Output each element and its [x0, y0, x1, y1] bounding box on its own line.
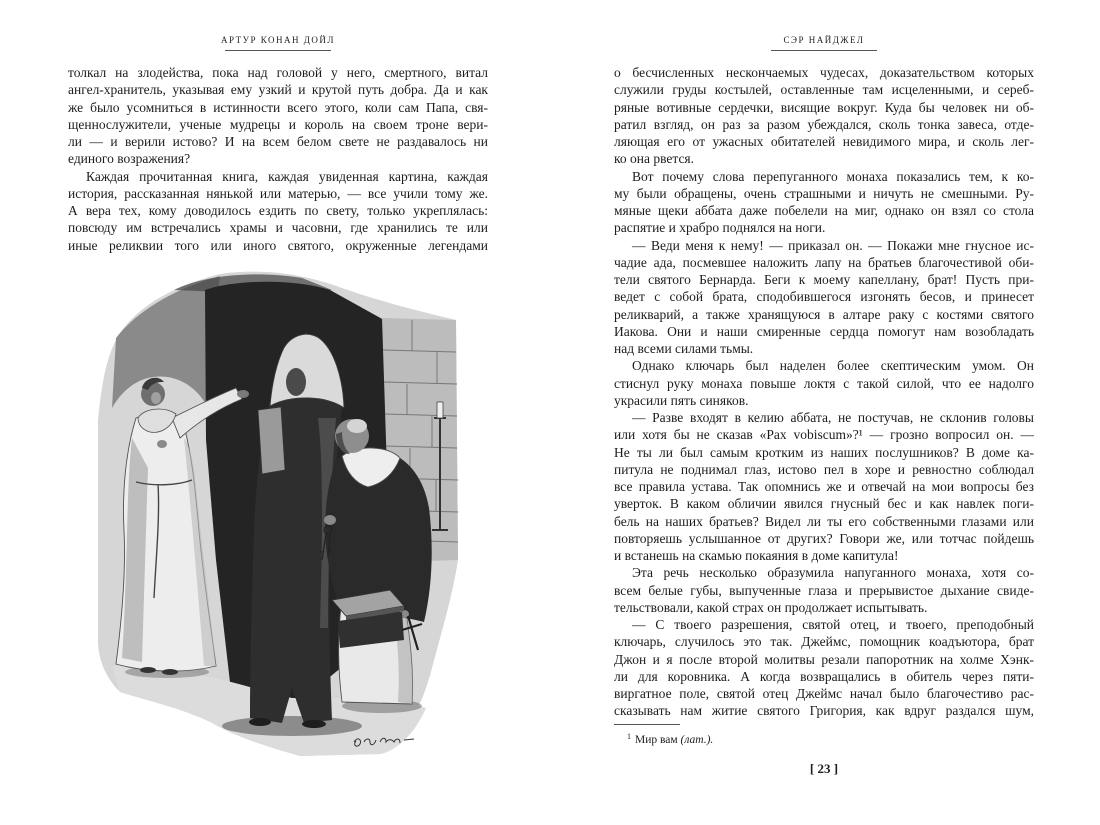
text-line: Иакова. Они и наши смиренные сердца помогут нам возобладать	[614, 323, 1034, 339]
paragraph	[614, 237, 1034, 358]
text-line: — С твоего разрешения, святой отец, и твоего, преподобный	[632, 617, 1034, 632]
running-head-rule	[771, 50, 877, 51]
text-line: — Веди меня к нему! — приказал он. — Покажи мне гнусное ис-	[632, 237, 1034, 253]
page-number: [ 23 ]	[809, 761, 839, 776]
illustration	[92, 268, 462, 758]
text-line: ко она рвется.	[614, 151, 695, 167]
text-line: виргатное поле, святой отец Джеймс начал было благочестиво рас-	[614, 686, 1034, 701]
running-head: АРТУР КОНАН ДОЙЛ	[220, 35, 335, 45]
right-page	[614, 0, 1034, 825]
text-line: питула не поднимал глаз, истово пел в хоре и ревностно соблюдал	[614, 461, 1034, 477]
text-line: над всеми силами тьмы.	[614, 341, 754, 356]
text-line: тели святого Бернарда. Беги к моему капеллану, брат! Пусть при-	[614, 272, 1034, 287]
text-line: стиснул руку монаха повыше локтя с такой силой, что ее надолго	[614, 375, 1034, 391]
text-line: о бесчисленных нескончаемых чудесах, доказательством которых	[614, 65, 1034, 80]
paragraph	[614, 357, 1034, 409]
book-held	[258, 407, 285, 474]
text-line: история, рассказанная нянькой или матерью, — все учили тому же.	[68, 185, 488, 201]
text-line: повторяешь услышанное от других? Говори же, или тотчас пойдешь	[614, 530, 1034, 546]
text-line: все правила устава. Так опомнись же и отвечай на мои вопросы без	[614, 479, 1034, 494]
paragraph	[68, 64, 488, 168]
text-line: ли — и верили истово? И на всем белом свете не раздавалось ни	[68, 134, 488, 149]
text-line: ведет с собой брата, сподобившегося изгонять бесов, и принесет	[614, 289, 1034, 305]
text-line: ряные вотивные сердечки, висящие вокруг. Куда бы человек ни об-	[614, 99, 1034, 115]
paragraph	[614, 564, 1034, 616]
text-line: Джон и я после второй молитвы резали папоротник на холме Хэнк-	[614, 651, 1034, 667]
running-head: СЭР НАЙДЖЕЛ	[783, 35, 865, 45]
paragraph	[614, 616, 1034, 720]
text-line: толкал на злодейства, пока над головой у него, смертного, витал	[68, 65, 488, 80]
text-line: Каждая прочитанная книга, каждая увиденная картина, каждая	[86, 168, 488, 184]
text-line: чадие ада, посмевшее наложить лапу на братьев благочестивой оби-	[614, 254, 1034, 270]
footnote-marker: 1	[627, 732, 631, 741]
text-line: му были обращены, очень страшными и ничуть не смешными. Ру-	[614, 185, 1034, 201]
text-line: и встанешь на скамью покаяния в доме капитула!	[614, 548, 899, 563]
paragraph	[614, 409, 1034, 564]
foot	[162, 669, 178, 675]
face-highlight	[151, 392, 161, 404]
footnote-language-note: (лат.).	[680, 734, 714, 746]
foot	[140, 667, 156, 673]
text-line: иные реликвии того или иного святого, окруженные легендами	[68, 237, 488, 253]
hand	[157, 440, 167, 448]
text-line: ангел-хранитель, указывая ему узкий и крутой путь добра. Да и как	[68, 82, 488, 98]
hood-shadow	[286, 368, 306, 396]
foot	[302, 720, 326, 728]
footnote-text: Мир вам	[635, 734, 678, 746]
running-head-rule	[225, 50, 331, 51]
tonsure	[347, 419, 367, 433]
paragraph	[614, 64, 1034, 168]
foot	[249, 718, 271, 726]
text-line: ли для коровника. А когда возвращались в обитель через пяти-	[614, 668, 1034, 684]
text-column	[68, 64, 488, 254]
text-line: украсили пять синяков.	[614, 392, 749, 408]
text-line: — Разве входят в келию аббата, не постучав, не склонив головы	[632, 410, 1034, 425]
text-line: ляющая его от ужасных обитателей невидимого мира, и сколь лег-	[614, 134, 1034, 149]
text-line: бель на наших братьев? Видел ли ты его собственными глазами или	[614, 513, 1034, 529]
footnote	[627, 733, 1027, 747]
text-line: тельствовали, какой страх он продолжает испытывать.	[614, 599, 928, 615]
text-line: щеннослужители, ученые мудрецы и король на своем троне вери-	[68, 116, 488, 132]
text-line: сказывать нам житие святого Григория, как вдруг раздался шум,	[614, 703, 1034, 719]
text-line: ключарь, случилось это так. Джеймс, помощник коадъютора, брат	[614, 634, 1034, 650]
hand	[237, 390, 249, 398]
text-line: Эта речь несколько образумила напуганного монаха, хотя со-	[632, 565, 1034, 581]
hand	[324, 515, 336, 525]
text-line: ратил взгляд, он раз за разом убеждался, сколь тонка завеса, отде-	[614, 116, 1034, 132]
paragraph	[68, 168, 488, 254]
candle	[437, 402, 443, 418]
text-line: реликварий, а также хранящуюся в алтаре раку с костями святого	[614, 306, 1034, 322]
paragraph	[614, 168, 1034, 237]
text-line: мяные щеки аббата даже побелели на миг, однако он взял со стола	[614, 203, 1034, 218]
left-page	[68, 0, 488, 825]
text-line: единого возражения?	[68, 151, 191, 167]
text-line: Однако ключарь был наделен более скептическим умом. Он	[632, 358, 1034, 374]
text-line: уверток. В каком обличии явился гнусный бес и как навлек поги-	[614, 496, 1034, 512]
footnote-rule	[614, 724, 680, 725]
text-line: повсюду им встречались храмы и часовни, где хранились те или	[68, 220, 488, 236]
text-line: распятие и храбро поднялся на ноги.	[614, 220, 826, 236]
floor-shadow	[222, 716, 362, 736]
text-line: Не ты ли был самым кротким из наших послушников? В доме ка-	[614, 444, 1034, 460]
text-line: служили груды костылей, оставленные там исцеленными, и сереб-	[614, 82, 1034, 98]
text-line: или хотя бы не сказав «Pax vobiscum»?¹ — грозно вопросил он. —	[614, 427, 1034, 443]
text-line: же было усомниться в истинности всего этого, коли сам Папа, свя-	[68, 99, 488, 115]
text-column	[614, 64, 1034, 720]
text-line: Вот почему слова перепуганного монаха показались тем, к ко-	[632, 168, 1034, 184]
text-line: всем белые губы, выпученные глаза и прерывистое дыхание свиде-	[614, 582, 1034, 598]
text-line: А вера тех, кому доводилось ездить по свету, только укреплялась:	[68, 203, 488, 218]
